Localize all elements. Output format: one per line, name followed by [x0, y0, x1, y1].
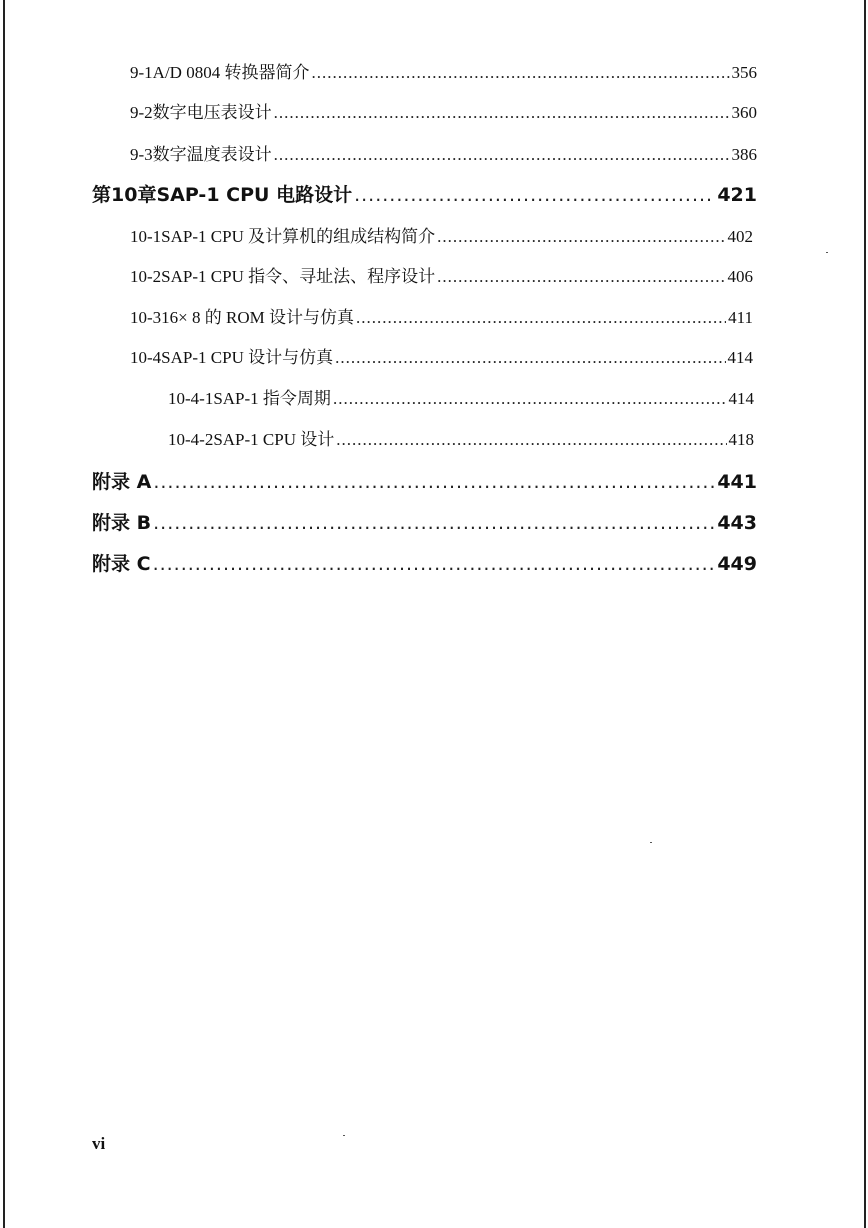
toc-entry-title: 附录 A	[92, 471, 152, 493]
toc-leader-dots	[274, 97, 730, 129]
toc-entry-10-3[interactable]	[130, 302, 753, 334]
toc-entry-page: 441	[717, 471, 757, 493]
toc-entry-page: 386	[731, 145, 757, 164]
toc-entry-number: 9-3	[130, 145, 153, 164]
toc-entry-appendix-b[interactable]	[92, 507, 757, 539]
toc-entry-number: 9-1	[130, 63, 153, 82]
page-folio: vi	[92, 1134, 106, 1153]
toc-entry-page: 360	[731, 103, 757, 122]
toc-leader-dots	[274, 139, 730, 171]
toc-leader-dots	[356, 302, 726, 334]
page-right-edge	[864, 0, 866, 1228]
toc-entry-title: SAP-1 CPU 设计	[213, 430, 335, 449]
toc-leader-dots	[437, 221, 725, 253]
toc-entry-title: 附录 B	[92, 512, 152, 534]
toc-entry-page: 449	[717, 553, 757, 575]
toc-entry-number: 10-2	[130, 267, 162, 286]
toc-entry-number: 9-2	[130, 103, 153, 122]
toc-entry-page: 356	[731, 63, 757, 82]
toc-leader-dots	[333, 383, 727, 415]
toc-entry-page: 418	[728, 430, 754, 449]
toc-entry-appendix-a[interactable]	[92, 466, 757, 498]
toc-entry-number: 10-4	[130, 348, 162, 367]
toc-entry-number: 10-4-2	[168, 430, 214, 449]
toc-leader-dots	[153, 466, 715, 498]
toc-entry-page: 402	[727, 227, 753, 246]
toc-entry-10-4-1[interactable]	[168, 383, 754, 415]
scan-speck	[343, 1135, 345, 1136]
toc-leader-dots	[153, 507, 715, 539]
toc-entry-9-3[interactable]	[130, 139, 757, 171]
toc-entry-10-4[interactable]	[130, 342, 753, 374]
toc-leader-dots	[354, 179, 715, 211]
toc-entry-page: 406	[727, 267, 753, 286]
toc-entry-title: 数字温度表设计	[152, 145, 272, 164]
toc-entry-9-2[interactable]	[130, 97, 757, 129]
toc-entry-10-2[interactable]	[130, 261, 753, 293]
toc-entry-number: 第10章	[92, 184, 157, 206]
toc-entry-title: SAP-1 指令周期	[213, 389, 331, 408]
toc-entry-number: 10-1	[130, 227, 162, 246]
scan-speck	[650, 842, 652, 843]
toc-entry-page: 421	[717, 184, 757, 206]
toc-entry-title: 16× 8 的 ROM 设计与仿真	[161, 308, 354, 327]
toc-leader-dots	[336, 424, 726, 456]
page-left-edge	[3, 0, 5, 1228]
toc-leader-dots	[153, 548, 716, 580]
toc-entry-number: 10-3	[130, 308, 162, 327]
toc-entry-page: 443	[717, 512, 757, 534]
toc-entry-10-1[interactable]	[130, 221, 753, 253]
toc-entry-title: 数字电压表设计	[152, 103, 272, 122]
toc-entry-title: A/D 0804 转换器简介	[152, 63, 310, 82]
toc-leader-dots	[437, 261, 725, 293]
toc-entry-chapter-10[interactable]	[92, 179, 757, 211]
toc-entry-number: 10-4-1	[168, 389, 214, 408]
toc-entry-page: 411	[728, 308, 753, 327]
toc-entry-title: SAP-1 CPU 设计与仿真	[161, 348, 334, 367]
toc-leader-dots	[335, 342, 725, 374]
toc-entry-page: 414	[728, 389, 754, 408]
toc-leader-dots	[311, 57, 729, 89]
toc-entry-9-1[interactable]	[130, 57, 757, 89]
toc-entry-10-4-2[interactable]	[168, 424, 754, 456]
toc-entry-title: SAP-1 CPU 指令、寻址法、程序设计	[161, 267, 436, 286]
scan-speck	[826, 252, 828, 253]
toc-entry-title: SAP-1 CPU 及计算机的组成结构简介	[161, 227, 436, 246]
toc-entry-page: 414	[727, 348, 753, 367]
toc-entry-title: SAP-1 CPU 电路设计	[156, 184, 353, 206]
toc-entry-appendix-c[interactable]	[92, 548, 757, 580]
toc-entry-title: 附录 C	[92, 553, 151, 575]
